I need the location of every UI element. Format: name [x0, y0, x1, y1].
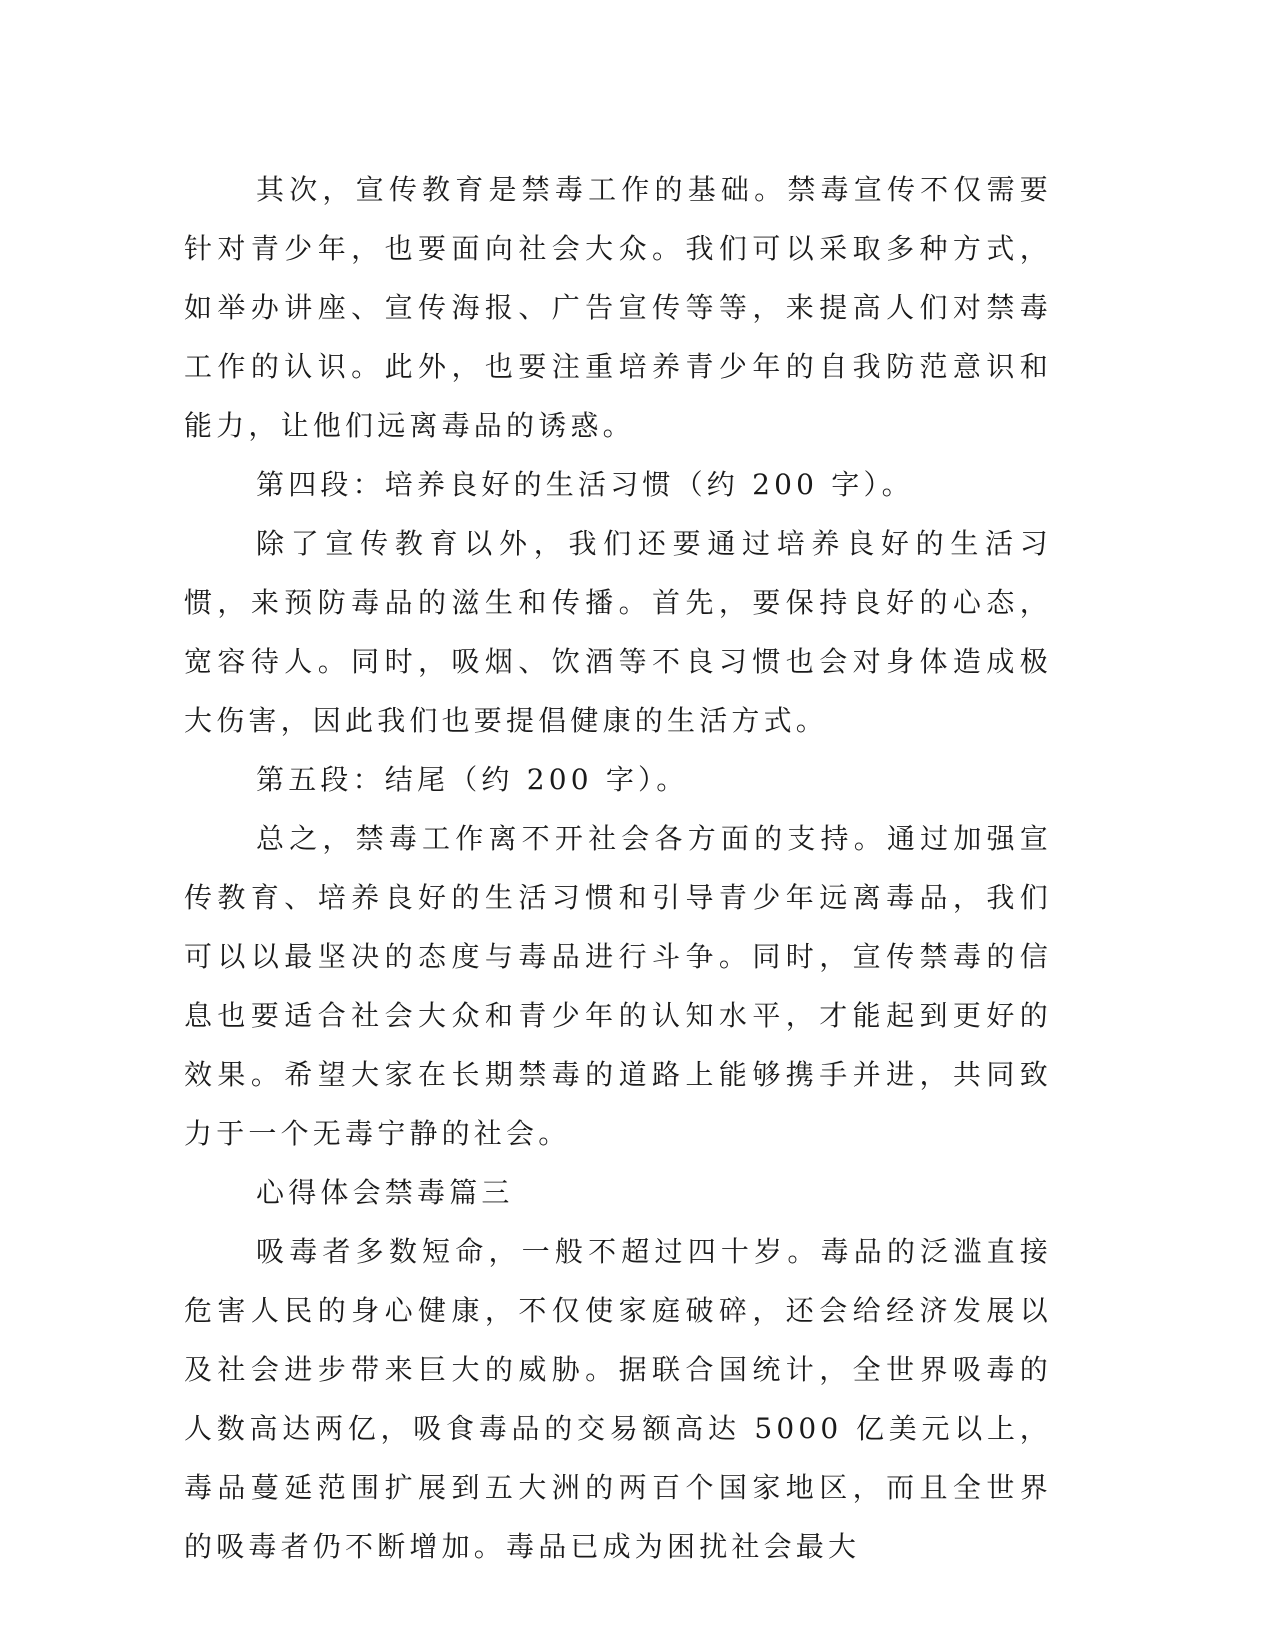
document-body: [184, 160, 1052, 1576]
paragraph-living-habits: 除了宣传教育以外，我们还要通过培养良好的生活习惯，来预防毒品的滋生和传播。首先，要保持良好的心态，宽容待人。同时，吸烟、饮酒等不良习惯也会对身体造成极大伤害，因此我们也要提倡健康的生活方式。: [184, 527, 1052, 737]
paragraph-publicity-education: 其次，宣传教育是禁毒工作的基础。禁毒宣传不仅需要针对青少年，也要面向社会大众。我们可以采取多种方式，如举办讲座、宣传海报、广告宣传等等，来提高人们对禁毒工作的认识。此外，也要注重培养青少年的自我防范意识和能力，让他们远离毒品的诱惑。: [184, 173, 1052, 442]
section-heading-five: 第五段：结尾（约 200 字）。: [256, 763, 689, 796]
article-title-part-three: 心得体会禁毒篇三: [256, 1176, 514, 1209]
section-heading-four: 第四段：培养良好的生活习惯（约 200 字）。: [256, 468, 914, 501]
paragraph-conclusion: 总之，禁毒工作离不开社会各方面的支持。通过加强宣传教育、培养良好的生活习惯和引导青少年远离毒品，我们可以以最坚决的态度与毒品进行斗争。同时，宣传禁毒的信息也要适合社会大众和青少年的认知水平，才能起到更好的效果。希望大家在长期禁毒的道路上能够携手并进，共同致力于一个无毒宁静的社会。: [184, 822, 1052, 1150]
paragraph-drug-harm: 吸毒者多数短命，一般不超过四十岁。毒品的泛滥直接危害人民的身心健康，不仅使家庭破碎，还会给经济发展以及社会进步带来巨大的威胁。据联合国统计，全世界吸毒的人数高达两亿，吸食毒品的交易额高达 5000 亿美元以上，毒品蔓延范围扩展到五大洲的两百个国家地区，而且全世界的吸毒者仍不断增加。毒品已成为困扰社会最大: [184, 1235, 1052, 1563]
